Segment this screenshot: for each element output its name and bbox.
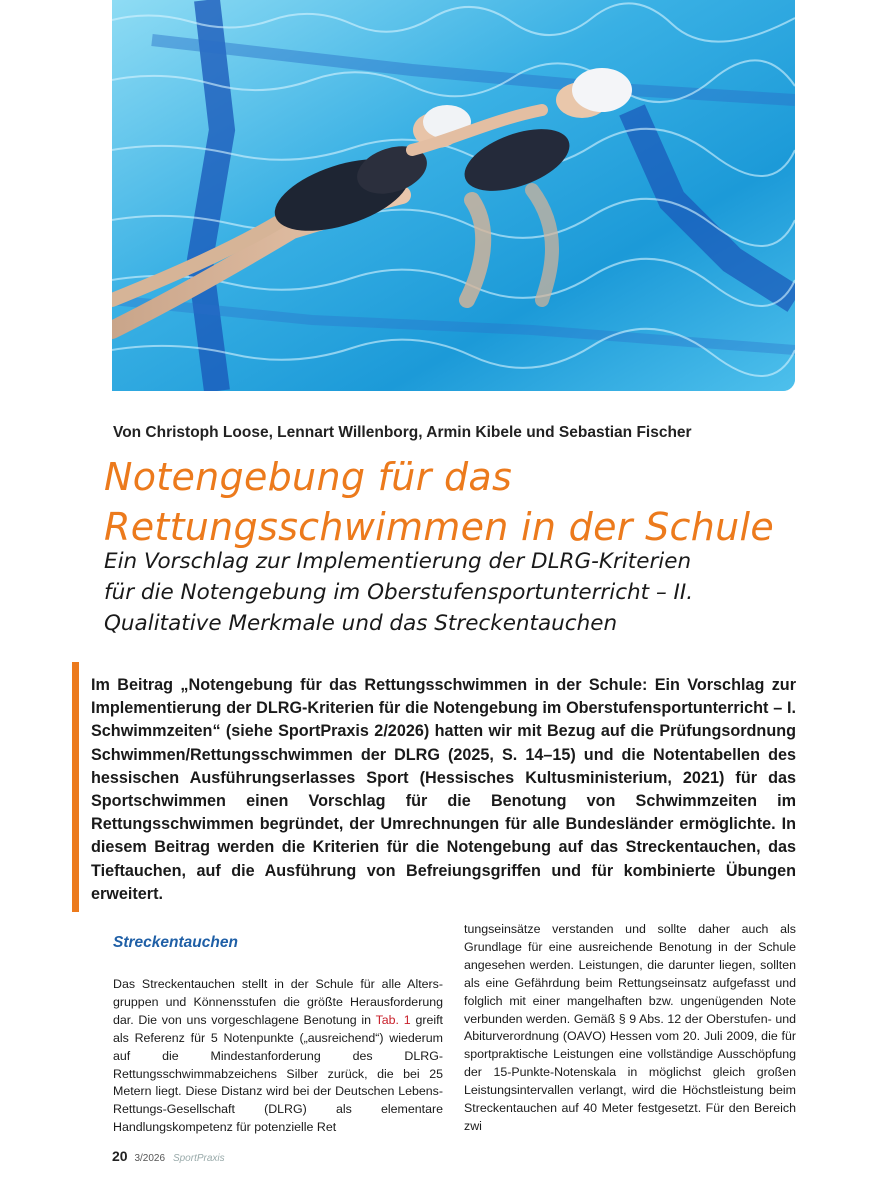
title-line-1: Notengebung für das (104, 455, 513, 499)
lead-accent-bar (72, 662, 79, 912)
subtitle-line-2: für die Notengebung im Oberstufensportunterricht – II. (104, 580, 694, 605)
swimming-rescue-photo (112, 0, 795, 391)
body-text-part-2: greift als Referenz für 5 Notenpunkte („ausreichend“) wiederum auf die Mindestanforderung des DLRG-Rettungsschwimmabzeichens Silber zurück, die bei 25 Metern liegt. Diese Distanz wird bei der Deutschen Lebens-Rettungs-Gesellschaft (DLRG) als elementare Handlungskompetenz für potenzielle Ret (113, 1012, 443, 1135)
subtitle-line-1: Ein Vorschlag zur Implementierung der DLRG-Kriterien (104, 549, 692, 574)
article-title (104, 452, 804, 552)
issue-number: 3/2026 (134, 1153, 166, 1164)
body-paragraph-right: tungseinsätze verstanden und sollte daher auch als Grundlage für eine ausreichende Benotung in der Schule angesehen werden. Leistungen, die darunter liegen, sollten als eine Gefährdung beim Rettungseinsatz aufgefasst und folglich mit einer mangelhaften bzw. ungenügenden Note verbunden werden. Gemäß § 9 Abs. 12 der Oberstufen- und Abiturverordnung (OAVO) Hessen vom 20. Juli 2009, die für sportpraktische Leistungen eine vollständige Ausschöpfung der 15-Punkte-Notenskala in möglichst gleich großen Leistungsintervallen verlangt, wird die Höchstleistung beim Streckentauchen auf 40 Meter festgesetzt. Für den Bereich zwi (464, 922, 796, 1133)
lead-paragraph: Im Beitrag „Notengebung für das Rettungsschwimmen in der Schule: Ein Vorschlag zur Implementierung der DLRG-Kriterien für die Notengebung im Oberstufensportunterricht – I. Schwimmzeiten“ (siehe SportPraxis 2/2026) hatten wir mit Bezug auf die Prüfungsordnung Schwimmen/Rettungsschwimmen der DLRG (2025, S. 14–15) und die Notentabellen des hessischen Ausführungserlasses Sport (Hessisches Kultusministerium, 2021) für das Sportschwimmen einen Vorschlag für die Benotung von Schwimmzeiten im Rettungsschwimmen begründet, der Umrechnungen für alle Bundesländer ermöglichte. In diesem Beitrag werden die Kriterien für die Notengebung auf das Streckentauchen, das Tieftauchen, auf die Ausführung von Befreiungsgriffen und für kombinierte Übungen erweitert. (91, 676, 796, 903)
page-number: 20 (112, 1148, 128, 1164)
section-heading: Streckentauchen (113, 934, 238, 951)
body-paragraph-left (113, 976, 443, 1137)
magazine-name: SportPraxis (172, 1153, 225, 1164)
table-reference-link[interactable]: Tab. 1 (375, 1012, 411, 1027)
article-subtitle (104, 546, 844, 639)
text-column-left (113, 930, 443, 1137)
subtitle-line-3: Qualitative Merkmale und das Streckentauchen (104, 611, 618, 636)
page-footer (112, 1148, 225, 1164)
article-authors: Von Christoph Loose, Lennart Willenborg, Armin Kibele und Sebastian Fischer (113, 424, 692, 441)
text-column-right (464, 921, 796, 1136)
title-line-2: Rettungsschwimmen in der Schule (104, 505, 774, 549)
body-text-part-1: Das Streckentauchen stellt in der Schule für alle Altersgruppen und Könnensstufen die größte Herausforderung dar. Die von uns vorgeschlagene Benotung in (113, 977, 443, 1027)
hero-photo (112, 0, 795, 391)
